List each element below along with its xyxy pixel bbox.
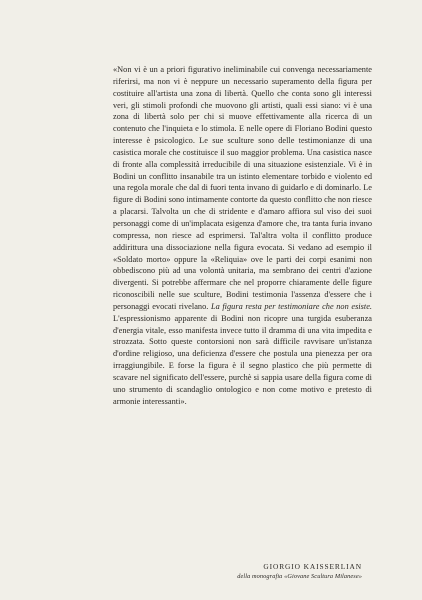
- essay-text: [113, 64, 372, 407]
- essay-part-1: «Non vi è un a priori figurativo ineliminabile cui convenga necessariamente riferirsi, ma non vi è neppure un necessario superamento della figura per costituire all'artista una zona di libertà. Quello che conta sono gli interessi veri, gli stimoli profondi che muovono gli artisti, quali essi siano: vi è una zona di libertà solo per chi si muove effettivamente alla ricerca di un contenuto che l'inquieta e lo stimola. E nelle opere di Floriano Bodini questo interesse è psicologico. Le sue sculture sono delle testimonianze di una casistica morale che costituisce il suo maggior problema. Una casistica nasce di fronte alla complessità irreducibile di una situazione esistenziale. Vi è in Bodini un conflitto insanabile tra un istinto elementare torbido e violento ed una regola morale che dal di fuori tenta invano di guidarlo e di dominarlo. Le figure di Bodini sono intimamente contorte da questo conflitto che non riesce a placarsi. Talvolta un che di stridente e d'amaro affiora sul viso dei suoi personaggi come di un'implacata esigenza d'amore che, tra tanta furia invano compressa, non riesce ad esprimersi. Tal'altra volta il conflitto produce addirittura una dissociazione nella figura evocata. Si vedano ad esempio il «Soldato morto» oppure la «Reliquia» ove le parti dei corpi esanimi non obbediscono più ad una volontà unitaria, ma sembrano dei centri d'azione divergenti. Si potrebbe affermare che nel proporre chiaramente delle figure riconoscibili nelle sue sculture, Bodini testimonia l'assenza d'essere che i personaggi evocati rivelano.: [113, 65, 372, 311]
- signature-block: [162, 562, 362, 581]
- author-name: GIORGIO KAISSERLIAN: [263, 562, 362, 571]
- source-note: della monografia «Giovane Scultura Milanese»: [237, 573, 362, 580]
- essay-part-2: L'espressionismo apparente di Bodini non ricopre una turgida esuberanza d'energia vitale, esso manifesta invece tutto il dramma di una vita impedita e strozzata. Sotto queste contorsioni non sarà difficile ravvisare un'istanza d'ordine religioso, una deficienza d'essere che postula una pienezza per ora irraggiungibile. E forse la figura è il segno plastico che più permette di scavare nel significato dell'essere, purchè si sappia usare della figura come di uno strumento di scandaglio ontologico e non come motivo e pretesto di armonie interessanti».: [113, 313, 372, 406]
- essay-italic-phrase: La figura resta per testimoniare che non esiste.: [210, 301, 373, 311]
